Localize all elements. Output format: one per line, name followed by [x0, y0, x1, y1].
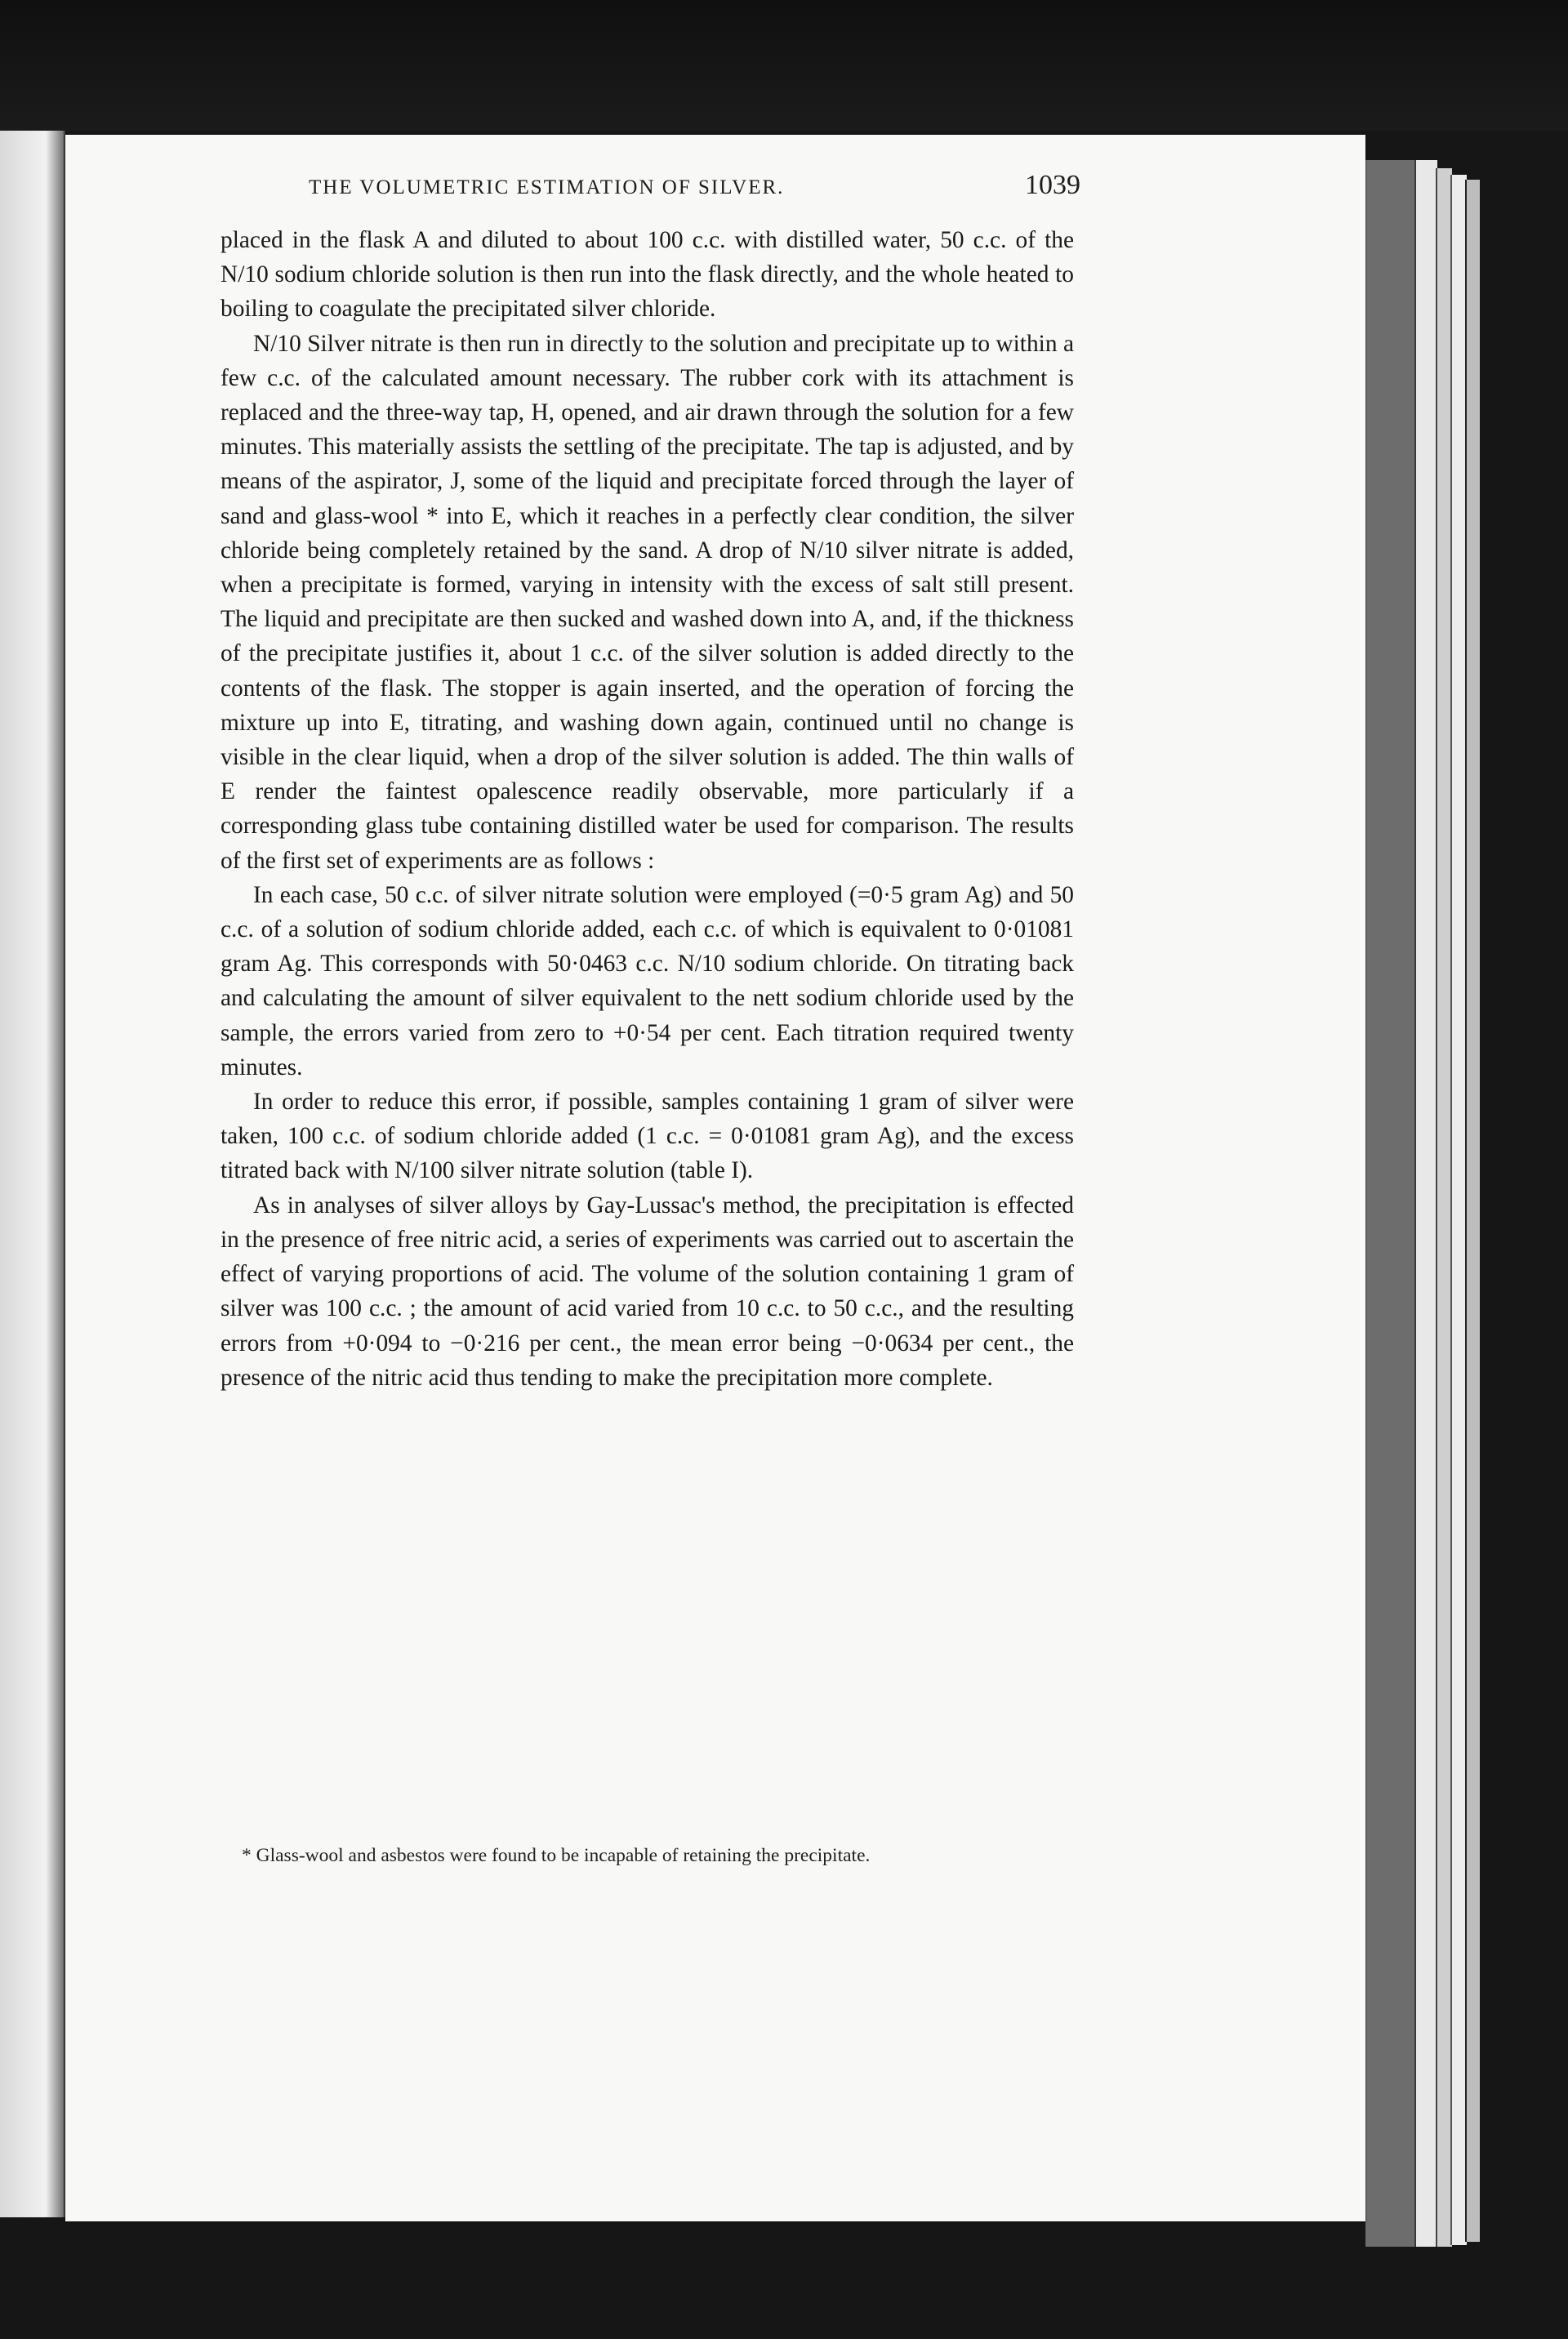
paragraph: N/10 Silver nitrate is then run in directly to the solution and precipitate up to within a few c.c. of the calculated amount necessary. The rubber cork with its attachment is replaced and the three-way tap, H, opened, and air drawn through the solution for a few minutes. This materially assists the settling of the precipitate. The tap is adjusted, and by means of the aspirator, J, some of the liquid and precipitate forced through the layer of sand and glass-wool * into E, which it reaches in a perfectly clear condition, the silver chloride being completely retained by the sand. A drop of N/10 silver nitrate is added, when a precipitate is formed, varying in intensity with the excess of salt still present. The liquid and precipitate are then sucked and washed down into A, and, if the thickness of the precipitate justifies it, about 1 c.c. of the silver solution is added directly to the contents of the flask. The stopper is again inserted, and the operation of forcing the mixture up into E, titrating, and washing down again, continued until no change is visible in the clear liquid, when a drop of the silver solution is added. The thin walls of E render the faintest opalescence readily observable, more particularly if a corresponding glass tube containing distilled water be used for comparison. The results of the first set of experiments are as follows : — [220, 330, 1074, 874]
body-text — [220, 223, 1074, 1395]
page-stack-edge — [1465, 180, 1480, 2242]
facing-page-edge — [0, 131, 65, 2217]
paragraph: In order to reduce this error, if possible, samples containing 1 gram of silver were taken, 100 c.c. of sodium chloride added (1 c.c. = 0·01081 gram Ag), and the excess titrated back with N/100 silver nitrate solution (table I). — [220, 1089, 1074, 1184]
page-stack-edge — [1414, 160, 1437, 2247]
footnote: * Glass-wool and asbestos were found to be incapable of retaining the precipitate. — [242, 1845, 871, 1866]
page-number: 1039 — [1025, 170, 1080, 200]
running-title: THE VOLUMETRIC ESTIMATION OF SILVER. — [309, 176, 785, 198]
page-stack-edge — [1436, 168, 1452, 2247]
running-head — [309, 170, 1080, 211]
scan-background — [0, 0, 1568, 131]
paragraph: placed in the flask A and diluted to about 100 c.c. with distilled water, 50 c.c. of the N/10 sodium chloride solution is then run into the flask directly, and the whole heated to boiling to coagulate the precipitated silver chloride. — [220, 227, 1074, 323]
page-stack-edge — [1450, 175, 1467, 2245]
page-stack-edge — [1365, 160, 1414, 2247]
paragraph: As in analyses of silver alloys by Gay-Lussac's method, the precipitation is effected in the presence of free nitric acid, a series of experiments was carried out to ascertain the effect of varying proportions of acid. The volume of the solution containing 1 gram of silver was 100 c.c. ; the amount of acid varied from 10 c.c. to 50 c.c., and the resulting errors from +0·094 to −0·216 per cent., the mean error being −0·0634 per cent., the presence of the nitric acid thus tending to make the precipitation more complete. — [220, 1192, 1074, 1391]
paragraph: In each case, 50 c.c. of silver nitrate solution were employed (=0·5 gram Ag) and 50 c.c. of a solution of sodium chloride added, each c.c. of which is equivalent to 0·01081 gram Ag. This corresponds with 50·0463 c.c. N/10 sodium chloride. On titrating back and calculating the amount of silver equivalent to the nett sodium chloride used by the sample, the errors varied from zero to +0·54 per cent. Each titration required twenty minutes. — [220, 881, 1074, 1080]
